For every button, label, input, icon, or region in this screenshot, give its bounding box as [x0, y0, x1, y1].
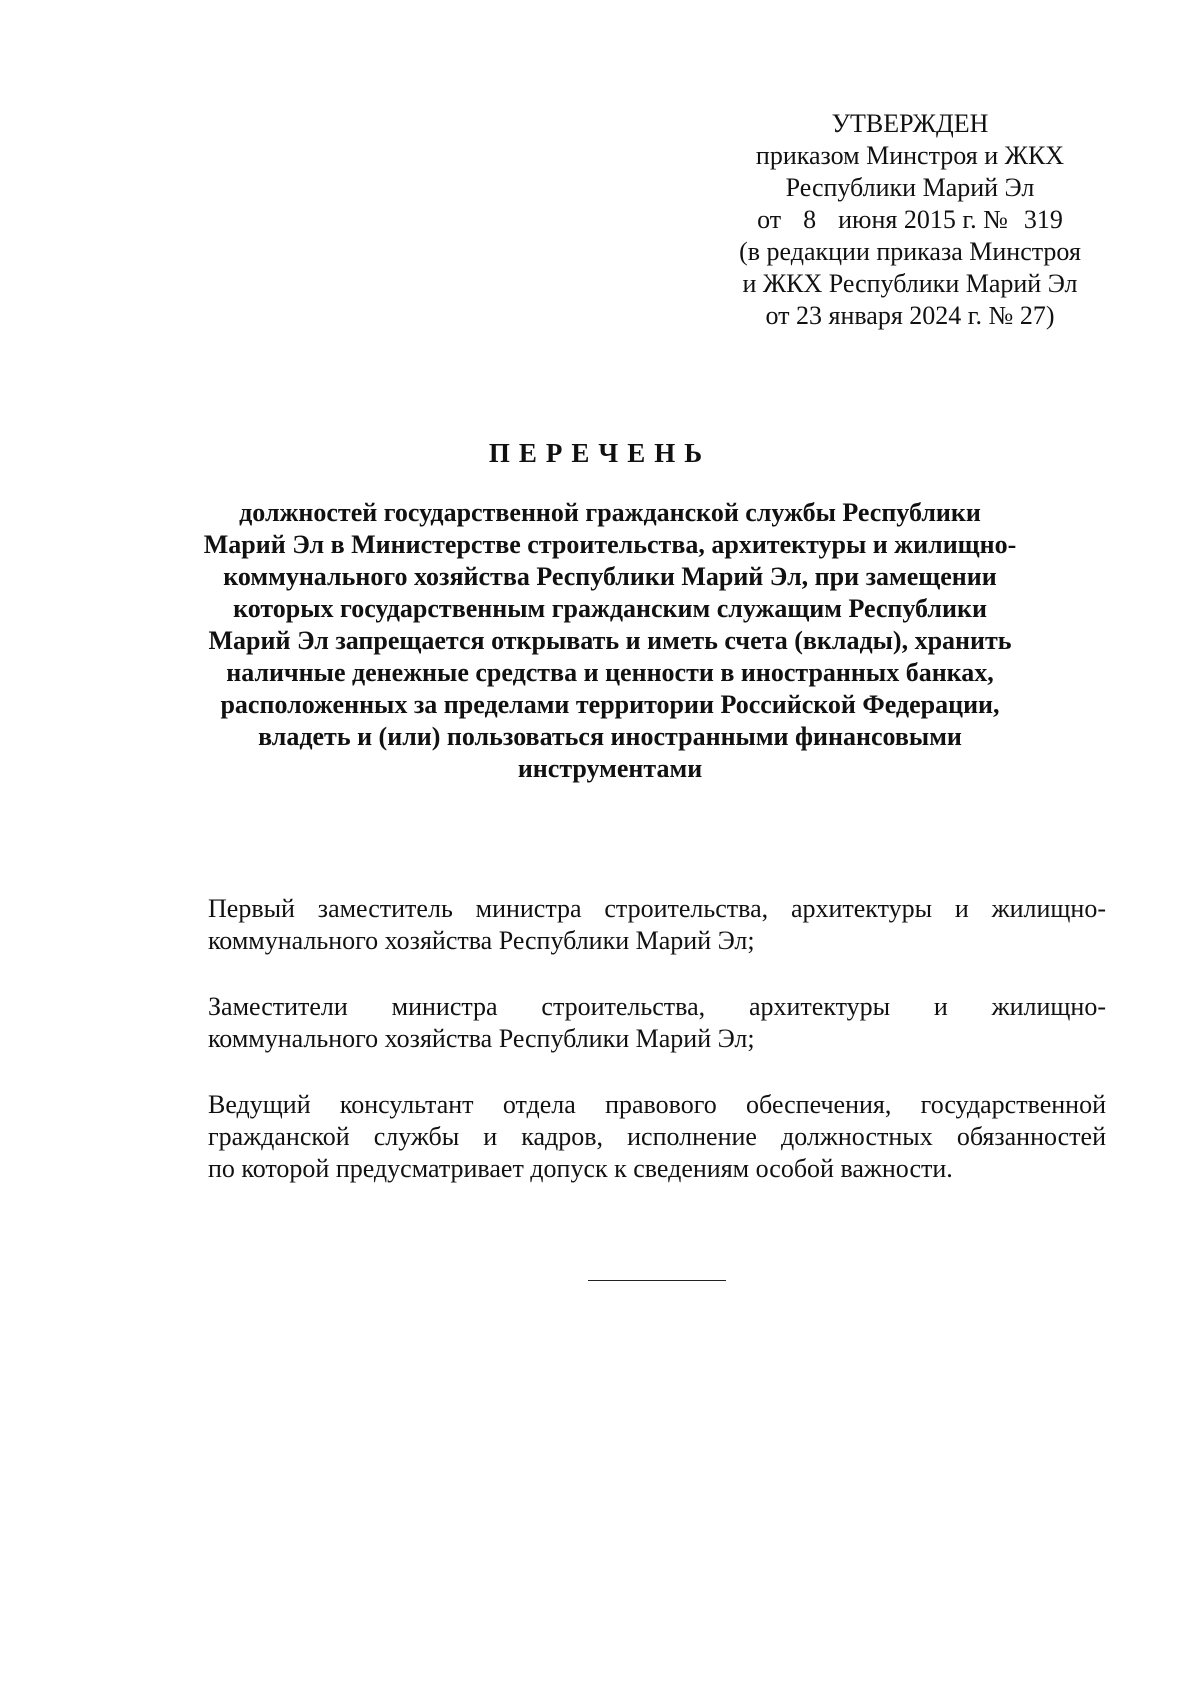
subtitle-line: Марий Эл в Министерстве строительства, архитектуры и жилищно-: [203, 530, 1017, 559]
approval-revision-line-2: и ЖКХ Республики Марий Эл: [742, 269, 1078, 298]
end-divider-line: [588, 1280, 726, 1281]
approval-day: 8: [803, 205, 817, 234]
position-item-lead-consultant: [208, 1089, 1106, 1185]
subtitle-line: наличные денежные средства и ценности в иностранных банках,: [226, 658, 994, 687]
approval-month-year: июня 2015 г. №: [838, 205, 1008, 234]
subtitle-line: которых государственным гражданским служащим Республики: [233, 594, 987, 623]
position-item-first-deputy: [208, 893, 1106, 957]
subtitle-line: расположенных за пределами территории Российской Федерации,: [220, 690, 1000, 719]
subtitle-line: Марий Эл запрещается открывать и иметь счета (вклады), хранить: [208, 626, 1012, 655]
subtitle-line: коммунального хозяйства Республики Марий Эл, при замещении: [223, 562, 997, 591]
subtitle-line: владеть и (или) пользоваться иностранными финансовыми: [258, 722, 962, 751]
approval-revision-line-3: от 23 января 2024 г. № 27): [765, 301, 1055, 330]
approval-revision-line-1: (в редакции приказа Минстроя: [739, 237, 1081, 266]
positions-list: [208, 893, 1106, 1219]
approval-order-line: приказом Минстроя и ЖКХ: [755, 141, 1065, 170]
approval-heading: УТВЕРЖДЕН: [831, 109, 989, 138]
approval-date-line: [720, 204, 1100, 236]
document-subtitle: [200, 497, 1020, 785]
item-line: по которой предусматривает допуск к сведениям особой важности.: [208, 1154, 953, 1183]
document-title: ПЕРЕЧЕНЬ: [488, 438, 712, 468]
approval-date-prefix: от: [757, 205, 782, 234]
subtitle-line: должностей государственной гражданской службы Республики: [239, 498, 981, 527]
item-line: коммунального хозяйства Республики Марий Эл;: [208, 1024, 755, 1053]
position-item-deputies: [208, 991, 1106, 1055]
approval-republic-line: Республики Марий Эл: [785, 173, 1035, 202]
item-line: Заместители министра строительства, архитектуры и жилищно-: [208, 992, 1106, 1021]
subtitle-line: инструментами: [517, 754, 703, 783]
item-line: коммунального хозяйства Республики Марий Эл;: [208, 926, 755, 955]
approval-stamp-block: [720, 108, 1100, 332]
item-line: Первый заместитель министра строительства, архитектуры и жилищно-: [208, 894, 1106, 923]
item-line: гражданской службы и кадров, исполнение должностных обязанностей: [208, 1122, 1106, 1151]
item-line: Ведущий консультант отдела правового обеспечения, государственной: [208, 1090, 1106, 1119]
approval-number: 319: [1023, 205, 1063, 234]
